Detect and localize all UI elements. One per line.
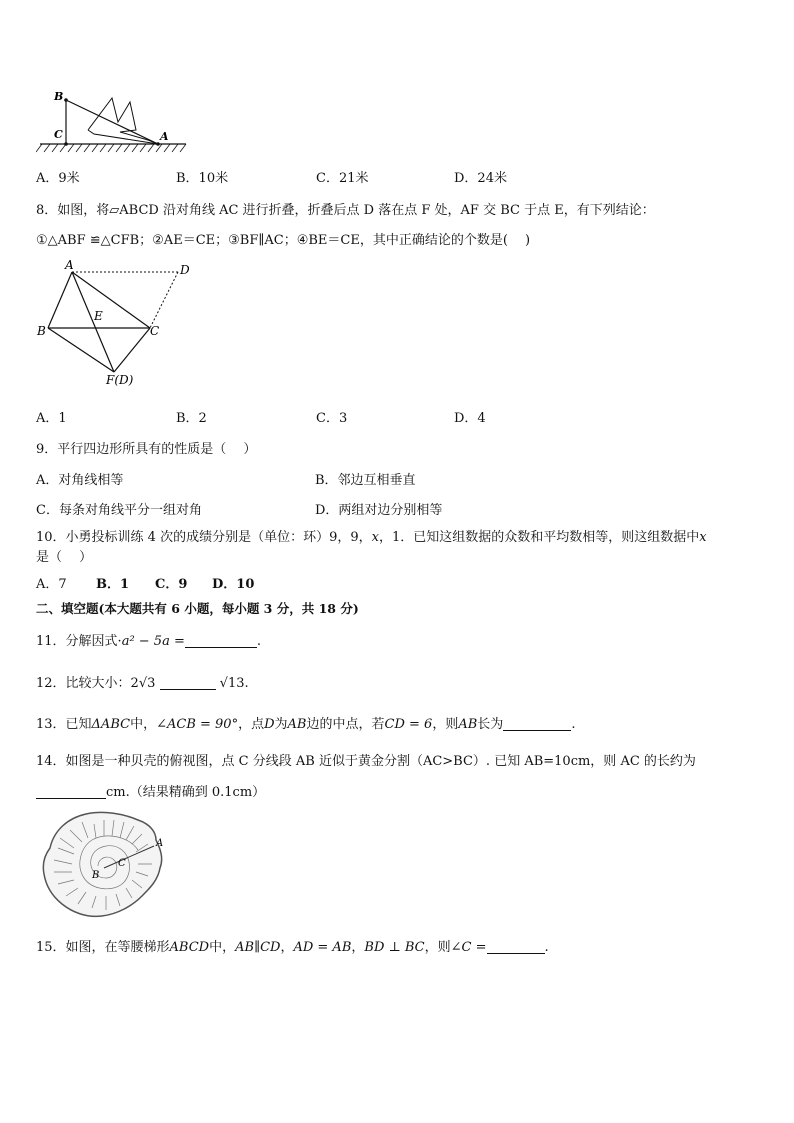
q14-label-b: B — [92, 870, 100, 881]
q12-answer-blank[interactable] — [160, 675, 216, 690]
q9-option-d: D．两组对边分别相等 — [315, 503, 443, 518]
q15-abcd: ABCD — [169, 940, 210, 955]
q12-right: √13 — [219, 676, 245, 691]
q9-stem: 9．平行四边形所具有的性质是（ ） — [36, 442, 257, 457]
q12-suffix: . — [244, 676, 249, 691]
q11 — [36, 630, 261, 649]
q10-option-a: A．7 — [36, 577, 67, 592]
q9-option-a: A．对角线相等 — [36, 473, 124, 488]
q14-shell-figure — [38, 808, 170, 920]
q15-suffix: . — [544, 940, 549, 955]
q15-p4: ， — [351, 940, 365, 955]
q11-expr: a² − 5a = — [121, 634, 185, 649]
q7-option-d: D．24米 — [454, 171, 507, 186]
q13-p1: 13．已知 — [36, 717, 92, 732]
q15-answer-blank[interactable] — [487, 939, 545, 954]
q8-stem-line1: 8．如图，将▱ABCD 沿对角线 AC 进行折叠，折叠后点 D 落在点 F 处，AF 交 BC 于点 E，有下列结论： — [36, 203, 655, 218]
q15-cond3: BD ⊥ BC — [364, 940, 425, 955]
q8-label-f: F(D) — [106, 373, 134, 387]
q8-option-a: A．1 — [36, 411, 67, 426]
q13-p4: 为 — [274, 717, 288, 732]
q14-label-a: A — [156, 838, 164, 849]
q13-p7: 长为 — [477, 717, 504, 732]
q15-p1: 15．如图，在等腰梯形 — [36, 940, 170, 955]
q10-option-b: B．1 — [96, 577, 130, 592]
q13-answer-blank[interactable] — [503, 716, 571, 731]
q15-cond2: AD = AB — [293, 940, 352, 955]
q11-suffix: . — [256, 634, 261, 649]
q8-option-b: B．2 — [176, 411, 207, 426]
q13-p2: 中， — [130, 717, 157, 732]
q13-seg-ab2: AB — [458, 717, 478, 732]
q8-option-d: D．4 — [454, 411, 486, 426]
q13-triangle: ΔABC — [91, 717, 131, 732]
q13-p3: ，点 — [238, 717, 265, 732]
q10-stem-line1 — [36, 526, 707, 545]
q15-p6: = — [471, 940, 487, 955]
q8-figure — [30, 256, 210, 388]
q13-suffix: . — [571, 717, 576, 732]
q8-label-c: C — [150, 324, 160, 338]
q15-p2: 中， — [209, 940, 236, 955]
q14-stem-line2 — [36, 781, 265, 800]
q13-point-d: D — [264, 717, 275, 732]
q11-prefix: 11．分解因式· — [36, 634, 122, 649]
q15 — [36, 936, 549, 955]
q7-option-c: C．21米 — [316, 171, 369, 186]
q10-var-x2: x — [699, 530, 707, 545]
q12 — [36, 672, 249, 691]
section-title-fill-blank: 二、填空题(本大题共有 6 小题，每小题 3 分，共 18 分) — [36, 601, 359, 616]
q10-stem-line2: 是（ ） — [36, 550, 93, 565]
q10-var-x: x — [371, 530, 379, 545]
q15-p3: ， — [280, 940, 294, 955]
q8-label-b: B — [37, 324, 46, 338]
q14-stem-line1: 14．如图是一种贝壳的俯视图，点 C 分线段 AB 近似于黄金分割（AC>BC）. 已知 AB=10cm，则 AC 的长约为 — [36, 754, 696, 769]
q14-label-c: C — [118, 858, 126, 869]
q13 — [36, 713, 575, 732]
q8-label-a: A — [65, 258, 74, 272]
q12-left: 2√3 — [130, 676, 156, 691]
q15-cond1: AB∥CD — [235, 940, 281, 955]
q15-p5: ，则∠ — [424, 940, 462, 955]
q13-p5: 边的中点，若 — [306, 717, 385, 732]
q10-text-a: 10．小勇投标训练 4 次的成绩分别是（单位：环）9，9， — [36, 530, 372, 545]
q13-seg-ab: AB — [287, 717, 307, 732]
q12-prefix: 12．比较大小： — [36, 676, 131, 691]
q7-label-a: A — [160, 130, 169, 143]
q7-label-c: C — [54, 128, 63, 141]
q14-unit: cm.（结果精确到 0.1cm） — [106, 785, 266, 800]
q13-angle: ∠ACB = 90° — [156, 717, 239, 732]
q14-answer-blank[interactable] — [36, 784, 106, 799]
q9-option-c: C．每条对角线平分一组对角 — [36, 503, 202, 518]
q8-stem-line2: ①△ABF ≌△CFB；②AE＝CE；③BF∥AC；④BE＝CE，其中正确结论的个数是( ) — [36, 233, 531, 248]
q8-label-d: D — [180, 263, 190, 277]
q9-option-b: B．邻边互相垂直 — [315, 473, 416, 488]
q10-option-c: C．9 — [155, 577, 188, 592]
q7-option-a: A．9米 — [36, 171, 80, 186]
q11-answer-blank[interactable] — [185, 633, 257, 648]
q8-label-e: E — [94, 309, 103, 323]
q7-figure — [36, 84, 196, 156]
q8-option-c: C．3 — [316, 411, 348, 426]
q10-text-b: ，1．已知这组数据的众数和平均数相等，则这组数据中 — [378, 530, 700, 545]
q10-option-d: D．10 — [212, 577, 255, 592]
q13-cd: CD = 6 — [384, 717, 433, 732]
q7-label-b: B — [54, 90, 64, 103]
q15-angle-c: C — [461, 940, 472, 955]
q13-p6: ，则 — [432, 717, 459, 732]
q7-option-b: B．10米 — [176, 171, 229, 186]
